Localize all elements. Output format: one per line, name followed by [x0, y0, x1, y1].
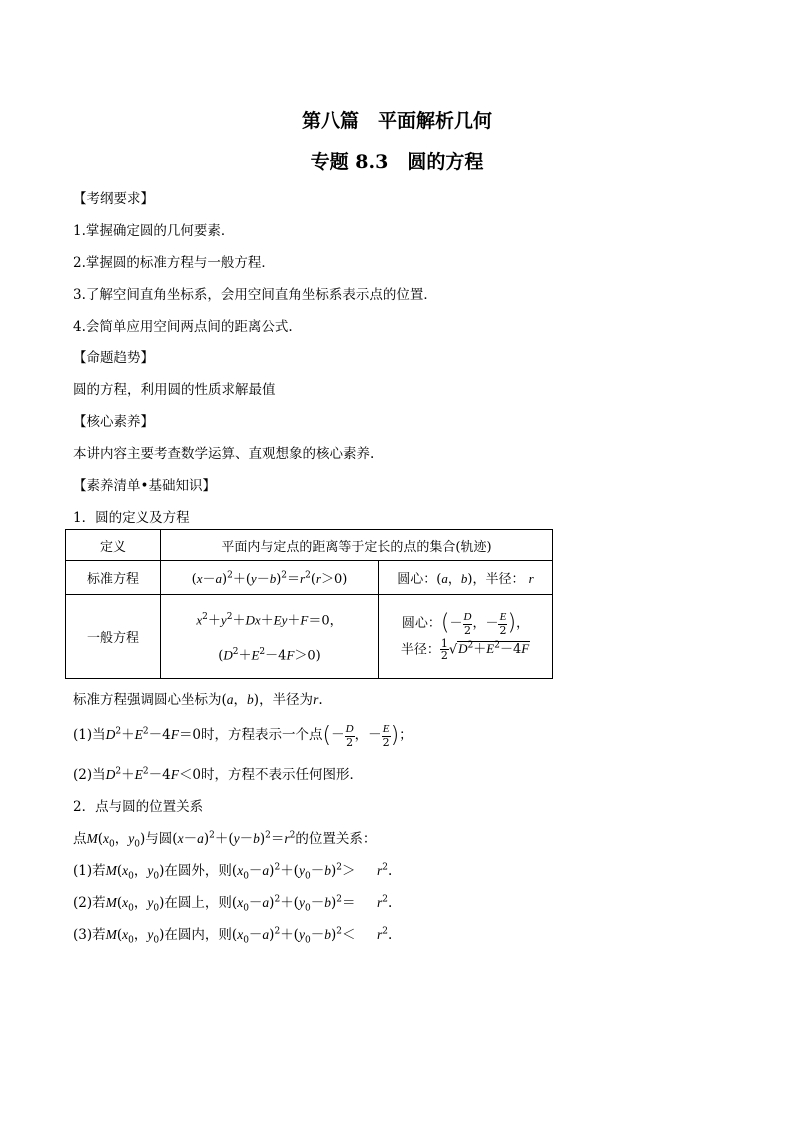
table-row — [66, 595, 553, 679]
mingti-text: 圆的方程，利用圆的性质求解最值 — [73, 382, 276, 398]
relation-intro: 点$M(x_0$，$y_0$)与圆$(x-a)^2+(y-b)^2=r^2$的位置关系： — [73, 830, 377, 850]
hexin-text: 本讲内容主要考查数学运算、直观想象的核心素养. — [73, 446, 375, 462]
section-heading-kaogang: 【考纲要求】 — [73, 191, 154, 207]
table-cell-value: 平面内与定点的距离等于定长的点的集合(轨迹) — [161, 530, 553, 561]
table-row — [66, 561, 553, 595]
table-cell-label: 一般方程 — [66, 595, 161, 679]
relation-case-outside: (1)若$M(x_0$，$y_0$)在圆外，则$(x_0-a)^2+(y_0-b)^2>$ $r^2$. — [73, 862, 393, 882]
relation-case-inside: (3)若$M(x_0$，$y_0$)在圆内，则$(x_0-a)^2+(y_0-b)^2<$ $r^2$. — [73, 926, 393, 946]
table-row — [66, 530, 553, 561]
part2-title: 2．点与圆的位置关系 — [73, 799, 204, 815]
kaogang-item-1: 1.掌握确定圆的几何要素． — [73, 223, 235, 239]
circle-equation-table — [65, 529, 553, 679]
section-heading-hexin: 【核心素养】 — [73, 414, 154, 430]
case1-line: (1)当$D^2+E^2-4F=0$时，方程表示一个点(－ $\frac{D}{2}$ ，－ $\frac{E}{2}$ )； — [73, 723, 413, 749]
std-emphasis-line: 标准方程强调圆心坐标为(a，b)，半径为r. — [73, 692, 323, 708]
section-heading-mingti: 【命题趋势】 — [73, 350, 154, 366]
case2-line: (2)当$D^2+E^2-4F<0$时，方程不表示任何图形． — [73, 766, 364, 783]
part1-title: 1．圆的定义及方程 — [73, 510, 190, 526]
part-title: 第八篇 平面解析几何 — [301, 110, 492, 132]
relation-case-on: (2)若$M(x_0$，$y_0$)在圆上，则$(x_0-a)^2+(y_0-b)^2=$ $r^2$. — [73, 894, 393, 914]
kaogang-item-2: 2.掌握圆的标准方程与一般方程． — [73, 255, 275, 271]
table-cell-formula: $(x-a)^2+(y-b)^2=r^2(r>0)$ — [161, 561, 379, 595]
table-cell-formula: $x^2+y^2+Dx+Ey+F=0$， $(D^2+E^2-4F>0)$ — [161, 595, 379, 679]
kaogang-item-4: 4.会简单应用空间两点间的距离公式. — [73, 319, 293, 335]
kaogang-item-3: 3.了解空间直角坐标系，会用空间直角坐标系表示点的位置． — [73, 287, 437, 303]
table-cell-center-radius: 圆心：(a，b)，半径： r — [379, 561, 553, 595]
section-heading-suyang: 【素养清单•基础知识】 — [73, 478, 216, 494]
table-cell-center-radius: 圆心：(－ $\frac{D}{2}$ ，－ $\frac{E}{2}$ )， 半径： $\frac{1}{2}$ $√D^2+E^2-4F$ — [379, 595, 553, 679]
table-cell-label: 定义 — [66, 530, 161, 561]
topic-title: 专题 8.3 圆的方程 — [310, 151, 484, 173]
table-cell-label: 标准方程 — [66, 561, 161, 595]
